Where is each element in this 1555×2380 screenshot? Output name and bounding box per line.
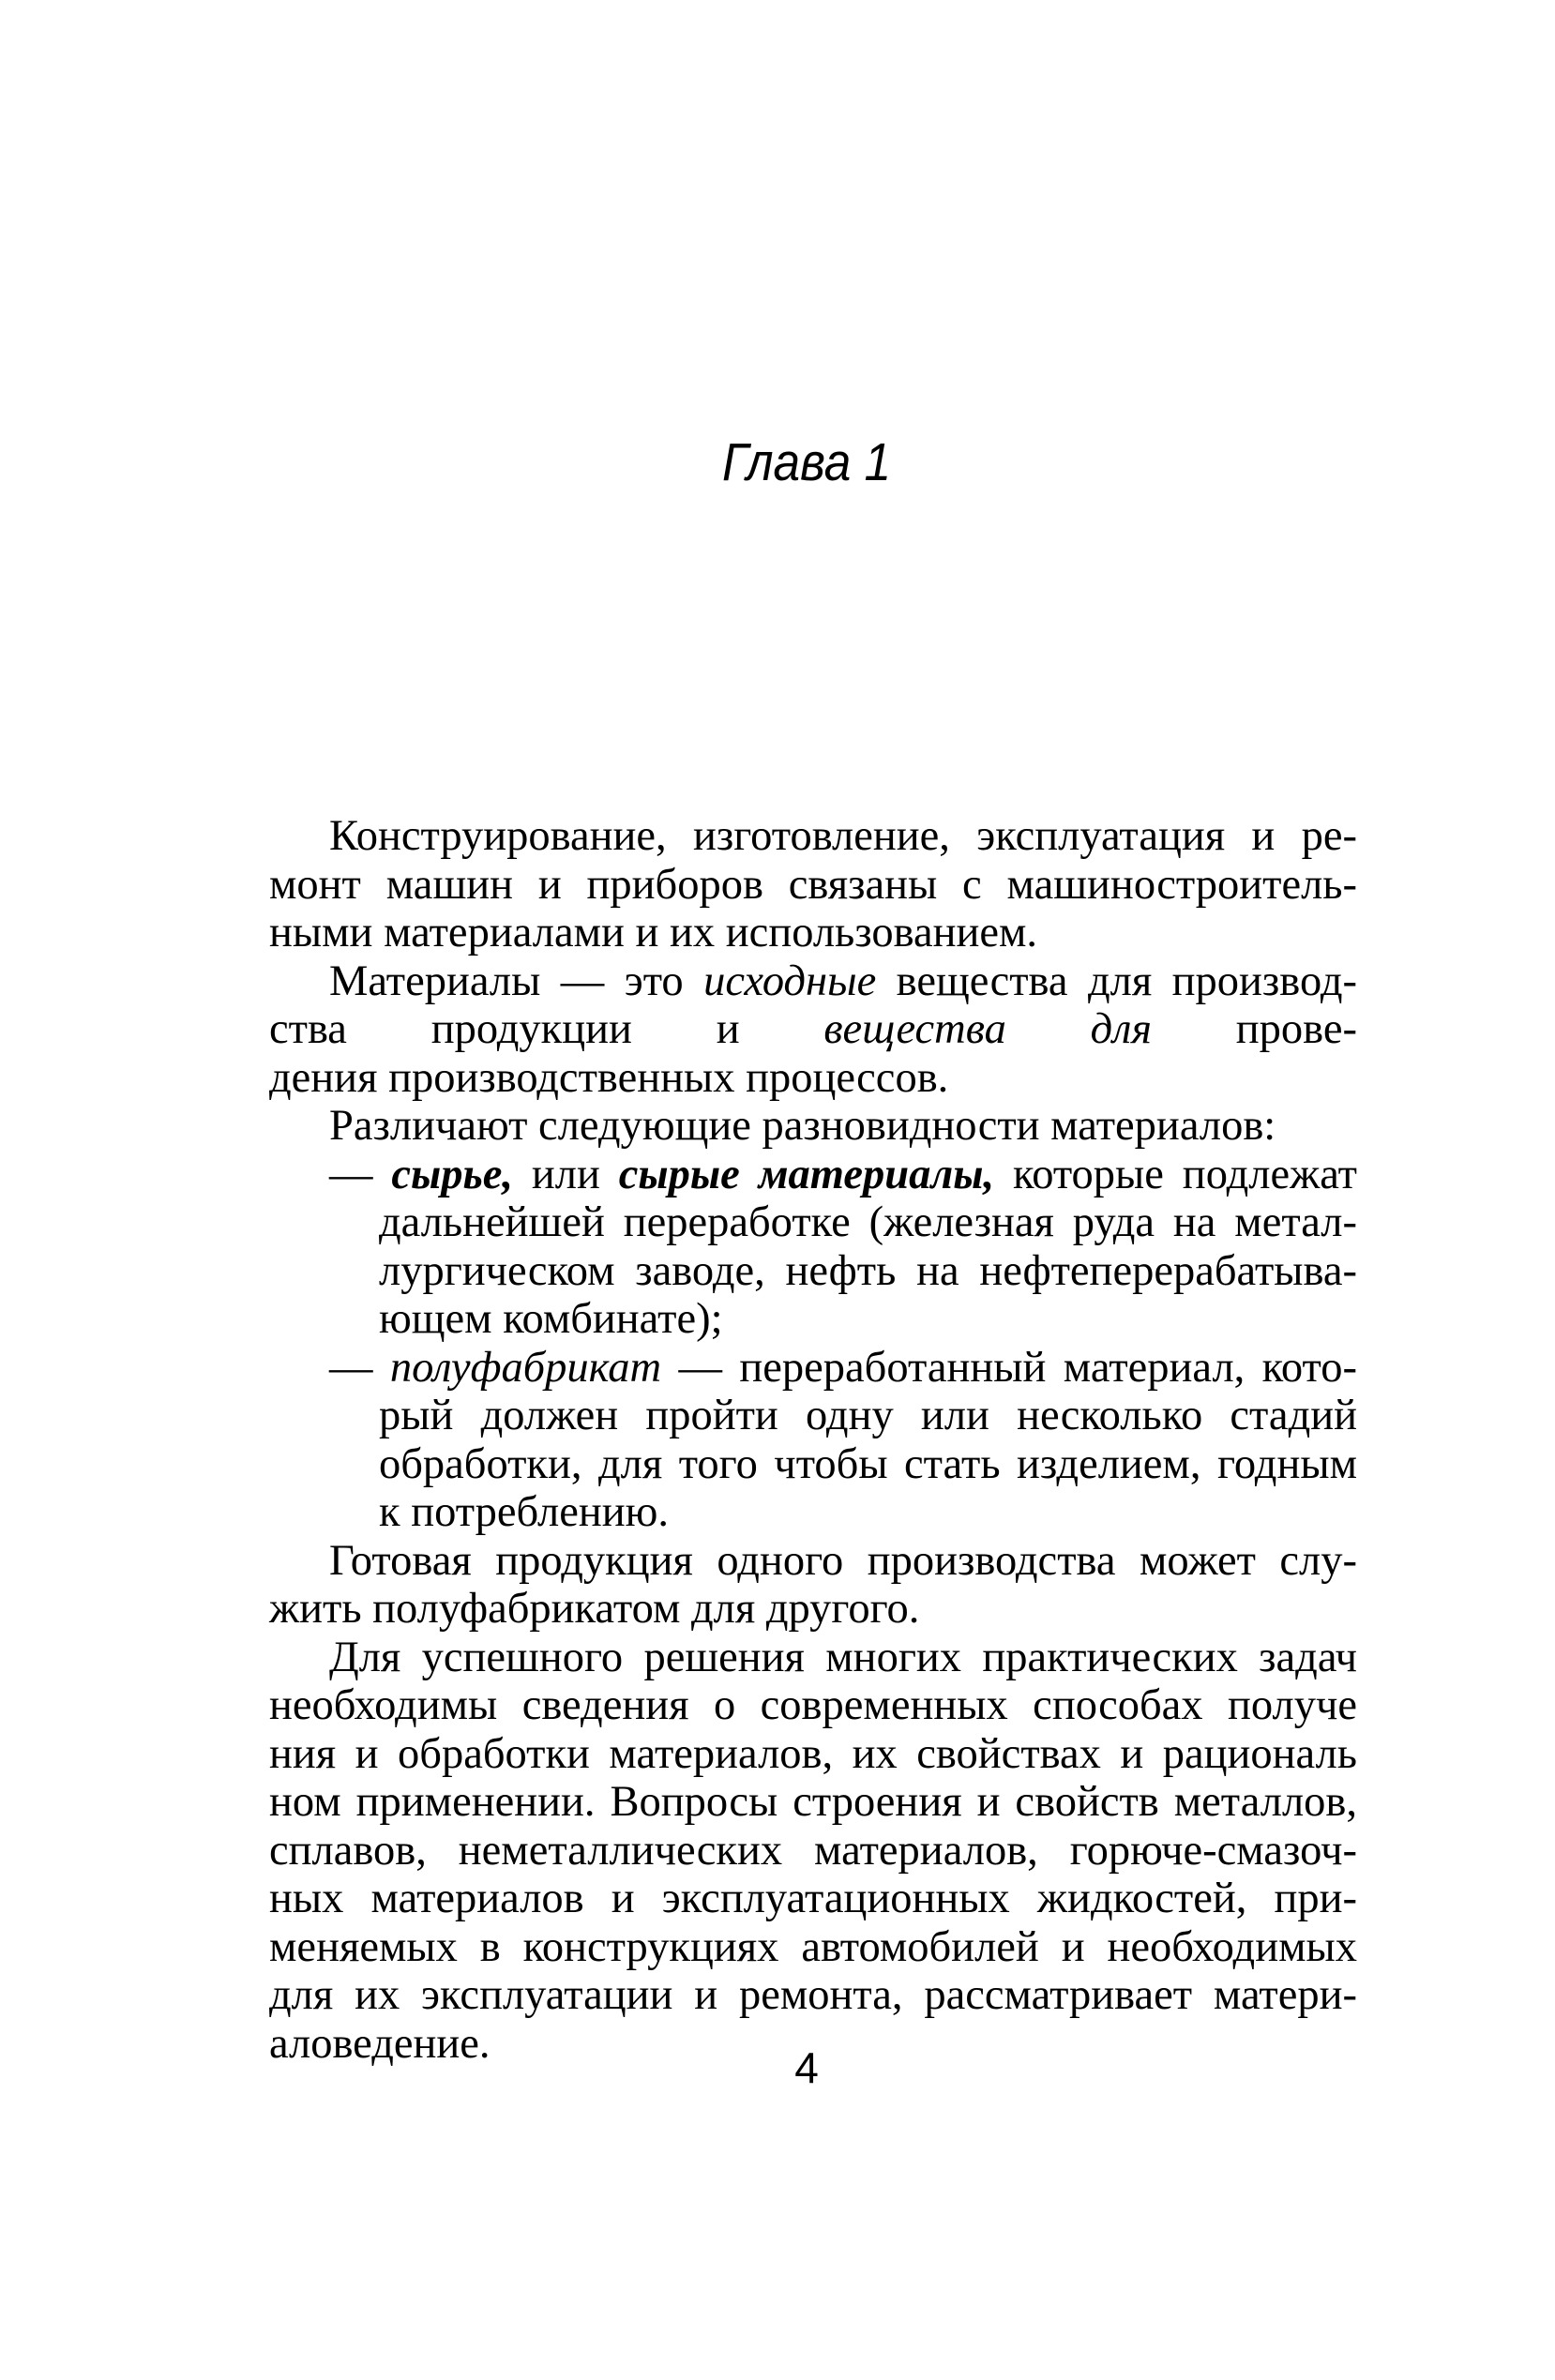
list-item-1-line-3: лургическом заводе, нефть на нефтеперерабатыва- [379, 1246, 1357, 1295]
list-dash: — [329, 1150, 392, 1198]
list-item-1-line-4: ющем комбинате); [379, 1295, 723, 1343]
paragraph-5-line-8: для их эксплуатации и ремонта, рассматривает матери- [269, 1971, 1357, 2019]
term-text: сырье, [391, 1150, 514, 1198]
body-text [269, 812, 1357, 2068]
paragraph-1-line-1: Конструирование, изготовление, эксплуатация и ре- [329, 812, 1357, 860]
paragraph-5-line-3: ния и обработки материалов, их свойствах и рациональ [269, 1729, 1357, 1778]
paragraph-4-line-1: Готовая продукция одного производства может слу- [329, 1536, 1357, 1585]
list-item-2-line-4: к потреблению. [379, 1488, 669, 1536]
paragraph-5-line-6: ных материалов и эксплуатационных жидкостей, при- [269, 1875, 1357, 1922]
paragraph-3-line-1: Различают следующие разновидности материалов: [329, 1102, 1276, 1150]
paragraph-5-line-4: ном применении. Вопросы строения и свойств металлов, [269, 1778, 1357, 1826]
paragraph-2-line-2 [269, 1005, 1357, 1054]
paragraph-1-line-3: ными материалами и их использованием. [269, 909, 1038, 957]
text-run: которые подлежат [994, 1150, 1357, 1198]
emphasis-text: вещества для [823, 1005, 1153, 1053]
chapter-heading: Глава 1 [721, 432, 892, 492]
paragraph-2-line-1 [269, 957, 1357, 1006]
text-run: Материалы — это [329, 957, 704, 1005]
term-text: сырые материалы, [618, 1150, 995, 1198]
list-item-1-line-2: дальнейшей переработке (железная руда на метал- [379, 1198, 1357, 1246]
paragraph-4-line-2: жить полуфабрикатом для другого. [269, 1585, 920, 1633]
list-item-1-line-1 [269, 1151, 1357, 1199]
list-dash: — [329, 1343, 390, 1392]
paragraph-5-line-9: аловедение. [269, 2019, 491, 2068]
text-run: прове- [1152, 1005, 1357, 1053]
list-item-2-line-3: обработки, для того чтобы стать изделием, годным [379, 1439, 1357, 1488]
text-run: ства продукции и [269, 1005, 824, 1053]
emphasis-text: исходные [703, 957, 877, 1005]
paragraph-5-line-1: Для успешного решения многих практических задач [329, 1633, 1357, 1681]
paragraph-2-line-3: дения производственных процессов. [269, 1053, 949, 1102]
page-number: 4 [794, 2043, 819, 2092]
list-item-2-line-1 [269, 1344, 1357, 1393]
text-run: или [513, 1150, 619, 1198]
text-run: вещества для производ- [876, 957, 1357, 1005]
paragraph-5-line-2: необходимы сведения о современных способах получе [269, 1681, 1357, 1729]
paragraph-5-line-5: сплавов, неметаллических материалов, горюче-смазоч- [269, 1826, 1357, 1875]
term-text: полуфабрикат [389, 1343, 662, 1392]
paragraph-1-line-2: монт машин и приборов связаны с машиностроитель- [269, 860, 1357, 909]
paragraph-5-line-7: меняемых в конструкциях автомобилей и необходимых [269, 1922, 1357, 1971]
text-run: — переработанный материал, кото- [661, 1343, 1357, 1392]
list-item-2-line-2: рый должен пройти одну или несколько стадий [379, 1392, 1357, 1439]
